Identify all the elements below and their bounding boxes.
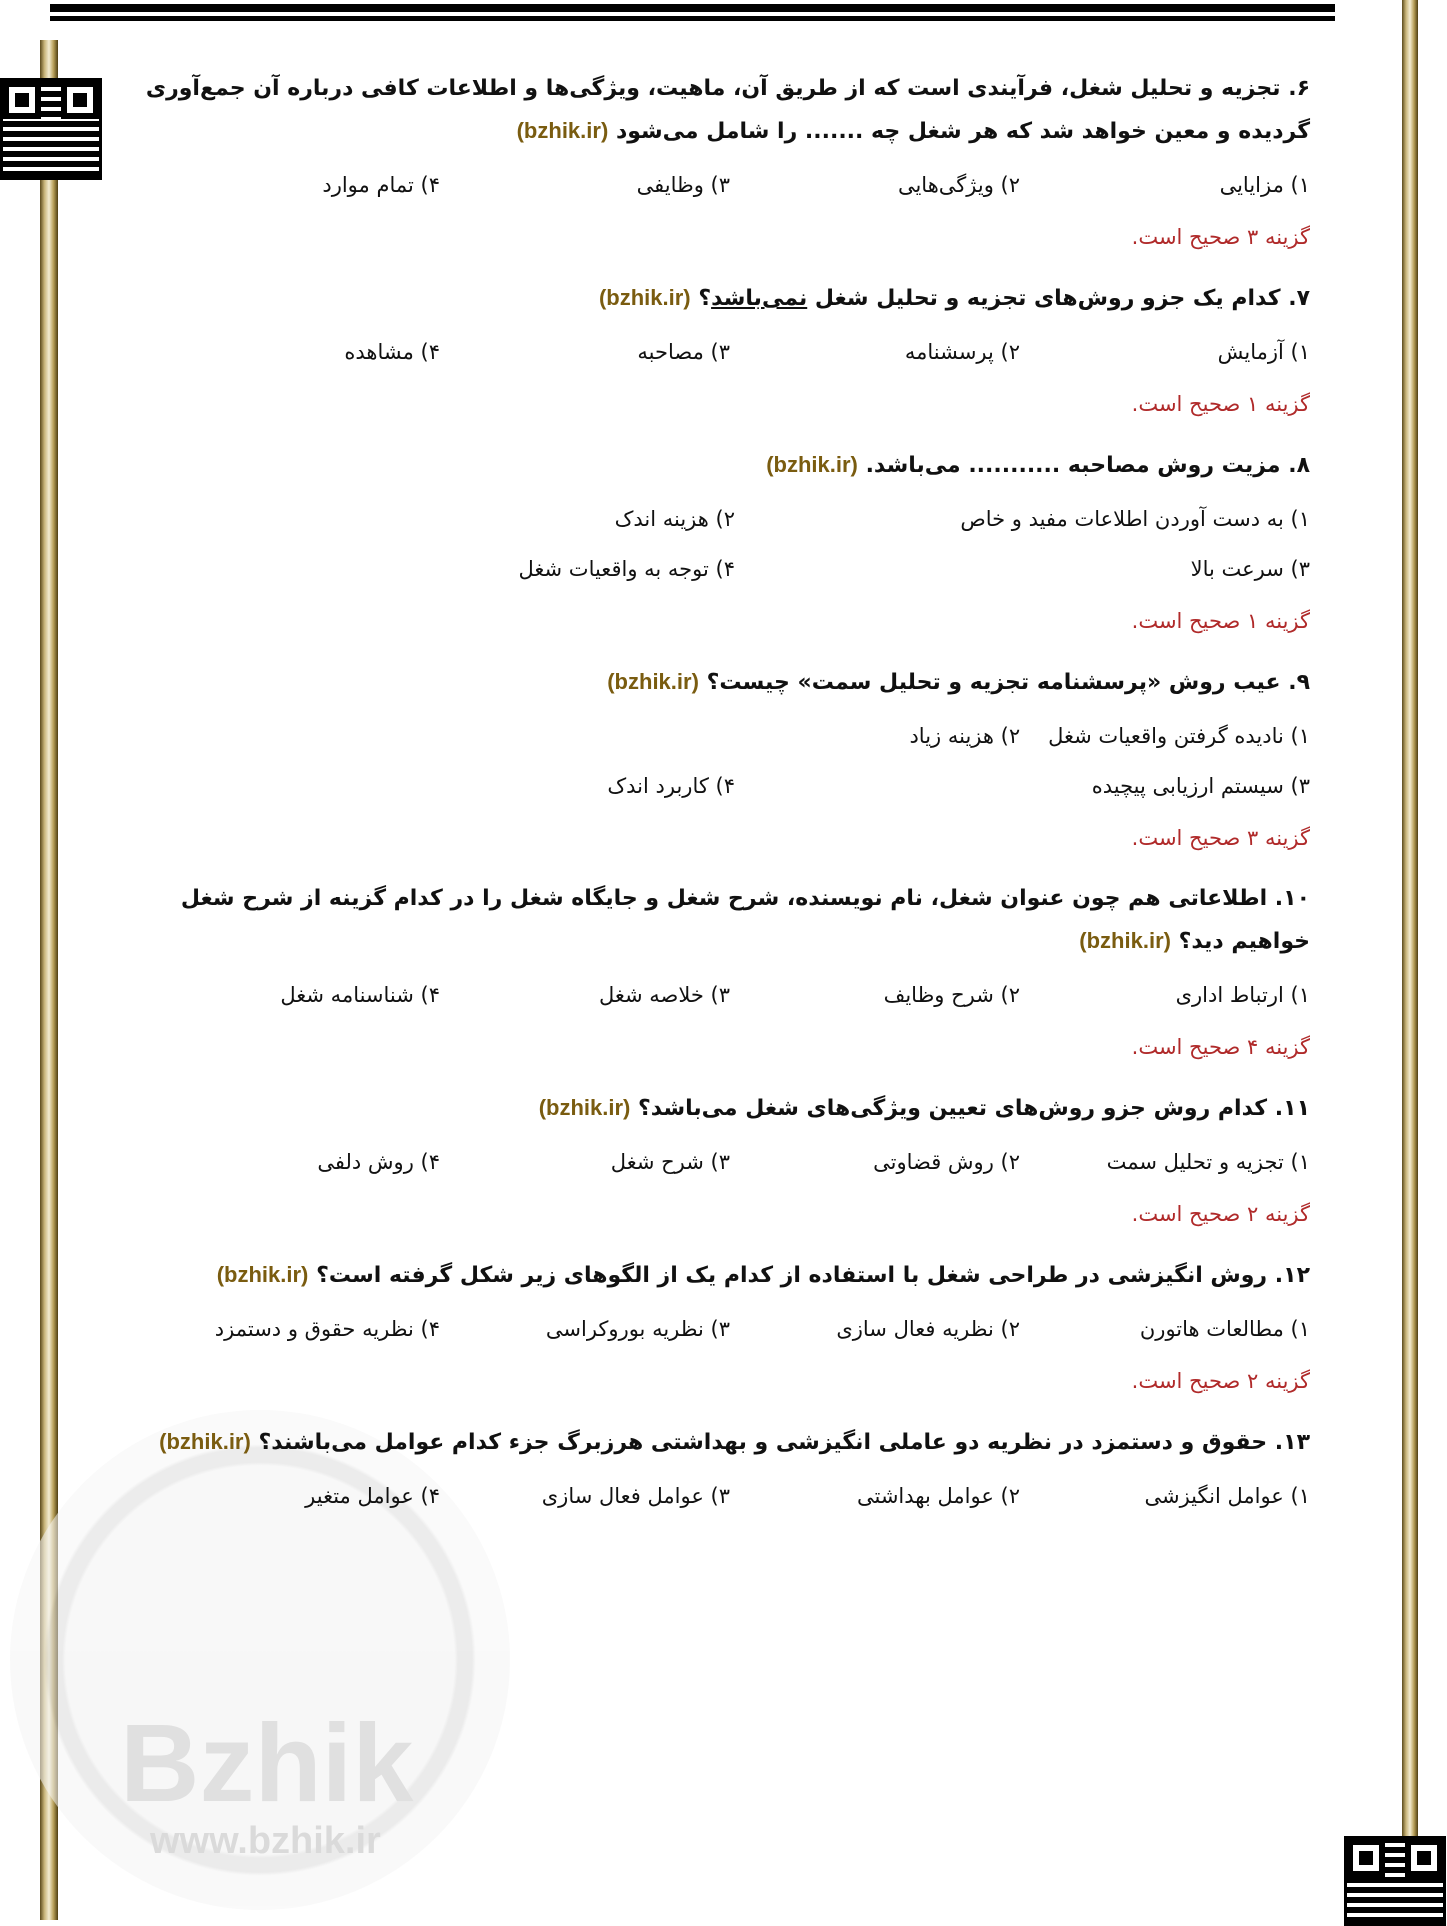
option: ۱) عوامل انگیزشی [1144, 1484, 1310, 1508]
option: ۲) نظریه فعال سازی [836, 1317, 1020, 1341]
option: ۲) هزینه زیاد [909, 724, 1021, 748]
qr-code-icon [0, 78, 102, 180]
option: ۱) به دست آوردن اطلاعات مفید و خاص [960, 507, 1310, 531]
option: ۱) آزمایش [1217, 340, 1310, 364]
right-frame-border [1402, 0, 1418, 1920]
option: ۴) نظریه حقوق و دستمزد [214, 1317, 440, 1341]
options-row [130, 334, 1310, 370]
question-text: ۱۳. حقوق و دستمزد در نظریه دو عاملی انگیزشی و بهداشتی هرزبرگ جزء کدام عوامل می‌باشند؟ (bzhik.ir) [159, 1429, 1310, 1455]
option: ۴) تمام موارد [322, 173, 440, 197]
header-rule-thick [50, 4, 1335, 12]
option: ۳) سرعت بالا [1190, 557, 1310, 581]
options-row [130, 551, 1310, 587]
source-link[interactable]: (bzhik.ir) [607, 669, 699, 694]
question-block [130, 277, 1310, 422]
question-text: ۱۲. روش انگیزشی در طراحی شغل با استفاده از کدام یک از الگوهای زیر شکل گرفته است؟ (bzhik.ir) [216, 1262, 1310, 1288]
question-text: ۹. عیب روش «پرسشنامه تجزیه و تحلیل سمت» چیست؟ (bzhik.ir) [607, 669, 1310, 695]
option: ۱) مزایایی [1219, 173, 1310, 197]
answer-text: گزینه ۲ صحیح است. [1131, 1202, 1310, 1226]
options-row [130, 501, 1310, 537]
option: ۳) وظایفی [636, 173, 730, 197]
question-block [130, 1254, 1310, 1399]
source-link[interactable]: (bzhik.ir) [766, 452, 858, 477]
option: ۳) شرح شغل [610, 1150, 730, 1174]
question-block [130, 878, 1310, 1065]
question-block [130, 68, 1310, 255]
options-row [130, 977, 1310, 1013]
option: ۳) مصاحبه [637, 340, 730, 364]
option: ۱) تجزیه و تحلیل سمت [1106, 1150, 1310, 1174]
question-block [130, 1087, 1310, 1232]
question-text: ۸. مزیت روش مصاحبه ........... می‌باشد. (bzhik.ir) [766, 452, 1310, 478]
answer-text: گزینه ۱ صحیح است. [1131, 392, 1310, 416]
options-row [130, 718, 1310, 754]
question-text: ۶. تجزیه و تحلیل شغل، فرآیندی است که از طریق آن، ماهیت، ویژگی‌ها و اطلاعات کافی درباره آن جمع‌آوری گردیده و معین خواهد شد که هر شغل چه ....... را شامل می‌شود (bzhik.ir) [145, 76, 1310, 144]
option: ۱) ارتباط اداری [1175, 983, 1310, 1007]
answer-text: گزینه ۲ صحیح است. [1131, 1369, 1310, 1393]
question-text: ۱۰. اطلاعاتی هم چون عنوان شغل، نام نویسنده، شرح شغل و جایگاه شغل را در کدام گزینه از شرح شغل خواهیم دید؟ (bzhik.ir) [180, 886, 1310, 954]
option: ۴) توجه به واقعیات شغل [518, 557, 735, 581]
options-row [130, 768, 1310, 804]
option: ۲) هزینه اندک [614, 507, 735, 531]
option: ۲) ویژگی‌هایی [897, 173, 1020, 197]
answer-text: گزینه ۳ صحیح است. [1131, 225, 1310, 249]
question-block [130, 661, 1310, 856]
option: ۴) کاربرد اندک [607, 774, 735, 798]
option: ۴) عوامل متغیر [305, 1484, 440, 1508]
watermark-url: www.bzhik.ir [150, 1820, 381, 1862]
source-link[interactable]: (bzhik.ir) [216, 1262, 309, 1287]
option: ۲) پرسشنامه [904, 340, 1020, 364]
watermark-brand: Bzhik [120, 1702, 414, 1825]
question-text: ۷. کدام یک جزو روش‌های تجزیه و تحلیل شغل نمی‌باشد؟ (bzhik.ir) [598, 285, 1310, 311]
option: ۱) نادیده گرفتن واقعیات شغل [1048, 724, 1310, 748]
answer-text: گزینه ۳ صحیح است. [1131, 826, 1310, 850]
source-link[interactable]: (bzhik.ir) [538, 1095, 631, 1120]
question-block [130, 1421, 1310, 1514]
question-block [130, 444, 1310, 639]
option: ۳) نظریه بوروکراسی [545, 1317, 730, 1341]
option: ۲) عوامل بهداشتی [856, 1484, 1020, 1508]
answer-text: گزینه ۴ صحیح است. [1131, 1035, 1310, 1059]
options-row [130, 167, 1310, 203]
option: ۴) شناسنامه شغل [280, 983, 440, 1007]
answer-text: گزینه ۱ صحیح است. [1131, 609, 1310, 633]
options-row [130, 1144, 1310, 1180]
option: ۲) شرح وظایف [883, 983, 1020, 1007]
option: ۳) سیستم ارزیابی پیچیده [1091, 774, 1310, 798]
option: ۱) مطالعات هاتورن [1139, 1317, 1310, 1341]
options-row [130, 1478, 1310, 1514]
qr-code-icon [1344, 1836, 1446, 1926]
question-list [130, 60, 1310, 1528]
option: ۴) روش دلفی [317, 1150, 440, 1174]
option: ۳) خلاصه شغل [598, 983, 730, 1007]
source-link[interactable]: (bzhik.ir) [516, 118, 609, 143]
source-link[interactable]: (bzhik.ir) [1079, 928, 1171, 953]
source-link[interactable]: (bzhik.ir) [598, 285, 691, 310]
source-link[interactable]: (bzhik.ir) [159, 1429, 251, 1454]
option: ۲) روش قضاوتی [873, 1150, 1020, 1174]
options-row [130, 1311, 1310, 1347]
option: ۴) مشاهده [344, 340, 440, 364]
header-rule-thin [50, 16, 1335, 21]
question-text: ۱۱. کدام روش جزو روش‌های تعیین ویژگی‌های شغل می‌باشد؟ (bzhik.ir) [538, 1095, 1310, 1121]
option: ۳) عوامل فعال سازی [541, 1484, 730, 1508]
